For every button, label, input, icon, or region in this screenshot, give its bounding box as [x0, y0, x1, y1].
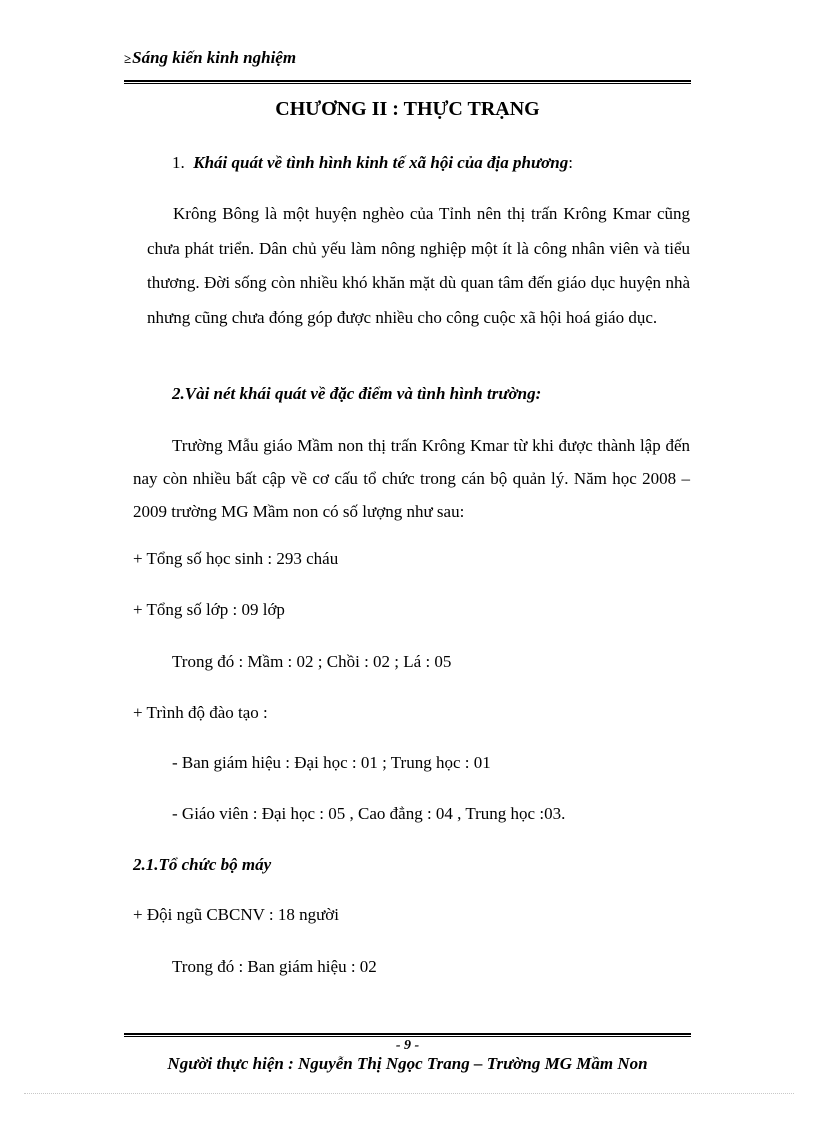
page-footer: Người thực hiện : Nguyễn Thị Ngọc Trang – Trường MG Mầm Non: [167, 1054, 648, 1073]
page-edge: [24, 1093, 794, 1094]
list-item: + Trình độ đào tạo :: [133, 703, 268, 722]
header-mark: ≥: [124, 51, 132, 66]
page-number: - 9 -: [395, 1038, 420, 1053]
list-item: - Ban giám hiệu : Đại học : 01 ; Trung học : 01: [172, 753, 491, 772]
header-rule: [124, 80, 691, 82]
chapter-title: CHƯƠNG II : THỰC TRẠNG: [275, 98, 540, 120]
section1-heading-text: Khái quát về tình hình kinh tế xã hội của địa phương: [193, 153, 569, 172]
page-header: [124, 48, 296, 68]
list-item: Trong đó : Mầm : 02 ; Chồi : 02 ; Lá : 05: [172, 652, 452, 671]
section21-heading: 2.1.Tổ chức bộ máy: [133, 855, 272, 874]
section2-paragraph: Trường Mẫu giáo Mầm non thị trấn Krông Kmar từ khi được thành lập đến nay còn nhiều bất cập về cơ cấu tổ chức trong cán bộ quản lý. Năm học 2008 – 2009 trường MG Mầm non có số lượng như sau:: [133, 436, 690, 521]
list-item: + Tổng số lớp : 09 lớp: [133, 600, 285, 619]
section1-paragraph: Krông Bông là một huyện nghèo của Tỉnh nên thị trấn Krông Kmar cũng chưa phát triển. Dân chủ yếu làm nông nghiệp một ít là công nhân viên và tiểu thương. Đời sống còn nhiều khó khăn mặt dù quan tâm đến giáo dục huyện nhà nhưng cũng chưa đóng góp được nhiều cho công cuộc xã hội hoá giáo dục.: [147, 204, 690, 327]
list-item: Trong đó : Ban giám hiệu : 02: [172, 957, 377, 976]
footer-rule: [124, 1033, 691, 1035]
list-item: + Tổng số học sinh : 293 cháu: [133, 549, 339, 568]
list-item: + Đội ngũ CBCNV : 18 người: [133, 905, 340, 924]
section1-number: 1.: [172, 153, 185, 172]
list-item: - Giáo viên : Đại học : 05 , Cao đẳng : 04 , Trung học :03.: [172, 804, 566, 823]
section1-colon: :: [568, 153, 573, 172]
section2-heading: 2.Vài nét khái quát về đặc điểm và tình hình trường:: [172, 384, 542, 403]
header-text: Sáng kiến kinh nghiệm: [132, 48, 297, 67]
section1-heading: [172, 153, 573, 173]
